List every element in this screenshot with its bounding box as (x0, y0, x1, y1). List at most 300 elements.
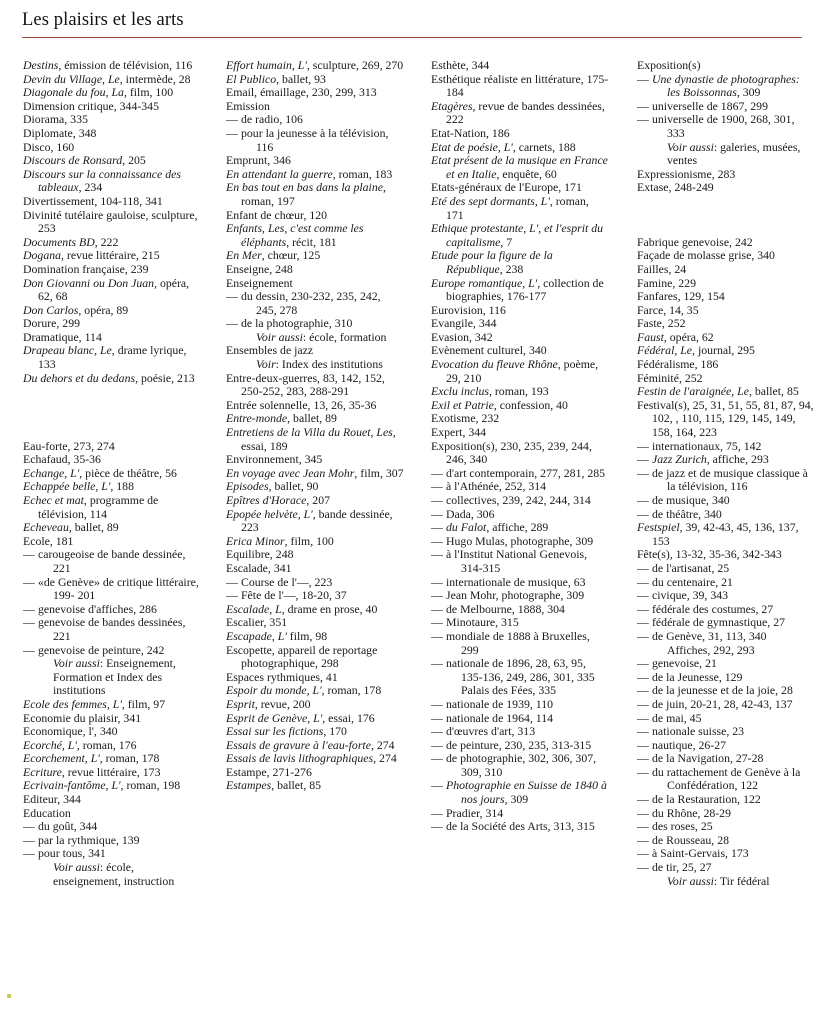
index-entry (226, 168, 404, 182)
entry-heading: Erica Minor (226, 533, 285, 548)
entry-heading: Enfant de chœur, 120 (226, 207, 328, 222)
entry-heading: Etude pour la figure de la République (431, 248, 553, 276)
index-entry (23, 236, 201, 250)
entry-locator: : Enseignement, Formation et Index des institutions (53, 656, 176, 698)
entry-locator: , 234 (78, 180, 103, 195)
index-entry (431, 127, 609, 141)
index-entry (431, 440, 609, 467)
entry-heading: En bas tout en bas dans la plaine (226, 180, 383, 195)
entry-heading: Etat-Nation, 186 (431, 125, 510, 140)
entry-locator: , roman, 197 (241, 180, 386, 208)
entry-locator: , 309 (736, 85, 761, 100)
entry-locator: , 7 (500, 234, 513, 249)
entry-dash: — (637, 669, 649, 684)
entry-dash: — (637, 724, 649, 739)
entry-heading: El Publico (226, 71, 277, 86)
entry-heading: Enfants, Les, c'est comme les éléphants (226, 221, 364, 249)
entry-dash: — (637, 628, 649, 643)
entry-heading: Esthétique réaliste en littérature, 175-184 (431, 71, 609, 100)
index-entry (23, 725, 201, 739)
entry-dash: — (431, 506, 443, 521)
entry-heading: Echeveau (23, 520, 69, 535)
index-entry (23, 440, 201, 454)
entry-heading: Entretiens de la Villa du Rouet, Les (226, 425, 393, 440)
index-subentry (226, 317, 404, 331)
index-column-1 (23, 59, 201, 888)
entry-heading: Environnement, 345 (226, 452, 323, 467)
entry-heading: Dimension critique, 344-345 (23, 98, 159, 113)
entry-heading: Discours sur la connaissance des tableaux (23, 166, 181, 195)
entry-heading: Escalade, L (226, 601, 282, 616)
entry-heading: Fête de l'—, 18-20, 37 (241, 588, 347, 603)
entry-heading: Exclu inclus (431, 384, 489, 399)
index-subentry (637, 141, 815, 168)
index-subentry (23, 548, 201, 575)
entry-heading: Economie du plaisir, 341 (23, 710, 142, 725)
entry-locator: , film, 307 (354, 465, 404, 480)
index-entry (637, 385, 815, 399)
index-entry (431, 399, 609, 413)
entry-heading: pour la jeunesse à la télévision, 116 (241, 125, 389, 154)
entry-dash: — (637, 792, 649, 807)
entry-dash: — (637, 112, 649, 127)
index-subentry (431, 480, 609, 494)
entry-heading: Photographie en Suisse de 1840 à nos jours (446, 778, 607, 807)
entry-locator: , 207 (306, 493, 330, 507)
entry-heading: Pradier, 314 (446, 805, 504, 820)
index-entry (226, 399, 404, 413)
index-entry (226, 480, 404, 494)
entry-locator: , poème, 29, 210 (446, 357, 599, 385)
entry-heading: de juin, 20-21, 28, 42-43, 137 (652, 696, 793, 711)
entry-heading: internationaux, 75, 142 (652, 438, 762, 453)
index-subentry (637, 630, 815, 644)
entry-heading: Esprit (226, 696, 255, 711)
entry-heading: Minotaure, 315 (446, 615, 519, 630)
entry-heading: Esprit de Genève, L' (226, 710, 323, 725)
entry-dash: — (637, 696, 649, 711)
entry-locator: , poésie, 213 (135, 370, 195, 385)
entry-heading: de jazz et de musique classique à la télévision, 116 (652, 465, 808, 494)
entry-heading: Farce, 14, 35 (637, 302, 699, 317)
index-subentry (637, 644, 815, 658)
index-entry (23, 263, 201, 277)
entry-heading: Essai sur les fictions (226, 724, 324, 739)
entry-dash: — (226, 588, 238, 603)
index-entry (226, 671, 404, 685)
entry-heading: Drapeau blanc, Le (23, 343, 112, 358)
index-subentry (637, 725, 815, 739)
index-entry (431, 59, 609, 73)
entry-dash: — (431, 805, 443, 820)
entry-heading: Affiches, 292, 293 (667, 642, 755, 657)
index-entry (226, 508, 404, 535)
index-entry (431, 412, 609, 426)
entry-heading: de la Navigation, 27-28 (652, 751, 764, 766)
index-subentry (226, 290, 404, 317)
index-subentry (431, 521, 609, 535)
entry-heading: Divinité tutélaire gauloise, sculpture, 253 (23, 207, 198, 236)
entry-locator: , récit, 181 (286, 234, 337, 249)
entry-heading: En voyage avec Jean Mohr (226, 465, 355, 480)
entry-heading: Ensembles de jazz (226, 343, 314, 358)
entry-heading: du dessin, 230-232, 235, 242, 245, 278 (241, 289, 381, 317)
entry-dash: — (637, 506, 649, 521)
index-entry (23, 453, 201, 467)
entry-heading: Echange, L' (23, 465, 80, 480)
entry-heading: Dada, 306 (446, 506, 495, 521)
index-subentry (637, 562, 815, 576)
entry-heading: Voir aussi (667, 139, 714, 154)
entry-heading: Domination française, 239 (23, 261, 149, 276)
entry-heading: Fanfares, 129, 154 (637, 289, 725, 304)
index-subentry (23, 644, 201, 658)
entry-locator: , film, 100 (123, 85, 174, 100)
entry-heading: Famine, 229 (637, 275, 696, 290)
index-subentry (637, 440, 815, 454)
entry-heading: Escapade, L' (226, 628, 287, 643)
entry-heading: à Saint-Gervais, 173 (652, 846, 749, 861)
entry-heading: de la photographie, 310 (241, 316, 353, 331)
entry-locator: , émission de télévision, 116 (58, 58, 193, 72)
entry-dash: — (637, 71, 649, 86)
entry-heading: collectives, 239, 242, 244, 314 (446, 493, 591, 507)
entry-heading: Europe romantique, L' (431, 275, 538, 290)
index-entry (431, 100, 609, 127)
entry-heading: Voir aussi (256, 329, 303, 344)
index-entry (23, 249, 201, 263)
index-entry (226, 739, 404, 753)
index-subentry (431, 807, 609, 821)
index-subentry (431, 820, 609, 834)
entry-heading: Estampes (226, 778, 272, 793)
index-subentry (637, 875, 815, 889)
index-subentry (637, 834, 815, 848)
index-entry (431, 195, 609, 222)
index-column-2 (226, 59, 404, 793)
entry-dash: — (23, 615, 35, 630)
entry-locator: , essai, 189 (241, 425, 396, 453)
entry-locator: , programme de télévision, 114 (38, 493, 159, 521)
entry-dash: — (431, 588, 443, 603)
entry-heading: Epîtres d'Horace (226, 493, 307, 507)
entry-heading: de l'artisanat, 25 (652, 560, 730, 575)
entry-heading: du centenaire, 21 (652, 574, 733, 589)
index-subentry (637, 494, 815, 508)
entry-locator: , 274 (373, 751, 397, 766)
index-entry (637, 304, 815, 318)
entry-heading: Divertissement, 104-118, 341 (23, 193, 163, 208)
entry-heading: de tir, 25, 27 (652, 860, 712, 875)
entry-locator: , revue littéraire, 215 (61, 248, 160, 263)
index-entry (226, 100, 404, 114)
index-entry (226, 263, 404, 277)
index-entry (637, 399, 815, 440)
index-entry (226, 86, 404, 100)
index-subentry (431, 535, 609, 549)
entry-locator: , bande dessinée, 223 (241, 506, 393, 535)
index-entry (431, 304, 609, 318)
entry-heading: Eau-forte, 273, 274 (23, 438, 115, 453)
entry-heading: à l'Institut National Genevois, 314-315 (446, 547, 588, 575)
index-entry (637, 59, 815, 73)
entry-heading: Episodes (226, 479, 269, 494)
index-entry (226, 725, 404, 739)
entry-dash: — (431, 628, 443, 643)
entry-locator: , 238 (499, 261, 524, 276)
index-subentry (637, 766, 815, 793)
index-entry (226, 73, 404, 87)
index-entry (23, 807, 201, 821)
index-entry (23, 698, 201, 712)
entry-dash: — (23, 601, 35, 616)
index-entry (23, 141, 201, 155)
index-entry (23, 277, 201, 304)
entry-heading: Entre-monde (226, 411, 288, 426)
index-subentry (226, 576, 404, 590)
index-entry (637, 317, 815, 331)
entry-heading: Expressionisme, 283 (637, 166, 736, 181)
entry-locator: , collection de biographies, 176-177 (446, 275, 604, 304)
entry-heading: d'œuvres d'art, 313 (446, 724, 536, 739)
entry-dash: — (637, 574, 649, 589)
entry-locator: , film, 97 (121, 696, 166, 711)
entry-heading: Economique, l', 340 (23, 724, 118, 739)
index-entry (23, 127, 201, 141)
index-subentry (637, 807, 815, 821)
entry-dash: — (637, 846, 649, 861)
entry-heading: Dramatique, 114 (23, 329, 102, 344)
index-entry (226, 59, 404, 73)
index-subentry (431, 630, 609, 657)
index-subentry (637, 793, 815, 807)
entry-dash: — (431, 533, 443, 548)
entry-dash: — (637, 465, 649, 480)
entry-locator: , revue littéraire, 173 (61, 764, 161, 779)
index-entry (431, 426, 609, 440)
entry-heading: En Mer (226, 248, 262, 263)
entry-heading: Echec et mat (23, 493, 84, 508)
entry-heading: Palais des Fées, 335 (461, 683, 557, 698)
index-entry (226, 779, 404, 793)
entry-dash: — (431, 601, 443, 616)
entry-locator: : Tir fédéral (713, 873, 770, 888)
entry-heading: Don Giovanni ou Don Juan (23, 275, 155, 290)
index-subentry (637, 820, 815, 834)
entry-locator: , chœur, 125 (261, 248, 321, 263)
index-entry (23, 73, 201, 87)
entry-heading: Fédéralisme, 186 (637, 357, 719, 372)
entry-dash: — (637, 588, 649, 603)
entry-locator: , 205 (122, 153, 146, 168)
index-entry (431, 181, 609, 195)
entry-heading: Espoir du monde, L' (226, 683, 322, 698)
index-entry (226, 181, 404, 208)
index-subentry (431, 603, 609, 617)
index-entry (226, 603, 404, 617)
entry-heading: Une dynastie de photographes: les Boissonnas (652, 71, 800, 100)
entry-locator: , pièce de théâtre, 56 (79, 465, 177, 480)
index-entry (23, 317, 201, 331)
index-column-4 (637, 59, 815, 888)
index-entry (431, 222, 609, 249)
entry-heading: Festspiel (637, 520, 680, 535)
index-entry (226, 277, 404, 291)
entry-dash: — (637, 683, 649, 698)
entry-heading: de musique, 340 (652, 493, 730, 508)
entry-heading: de la Restauration, 122 (652, 792, 761, 807)
index-entry (637, 236, 815, 250)
entry-dash: — (431, 520, 443, 535)
entry-heading: de la Jeunesse, 129 (652, 669, 743, 684)
index-entry (431, 277, 609, 304)
entry-heading: Equilibre, 248 (226, 547, 294, 562)
entry-locator: , 309 (504, 792, 529, 807)
entry-locator: , ballet, 93 (276, 71, 326, 86)
index-subentry (637, 847, 815, 861)
entry-heading: fédérale de gymnastique, 27 (652, 615, 785, 630)
entry-dash: — (226, 112, 238, 127)
entry-heading: internationale de musique, 63 (446, 574, 586, 589)
entry-dash: — (637, 860, 649, 875)
index-subentry (23, 603, 201, 617)
index-entry (23, 195, 201, 209)
entry-dash: — (431, 724, 443, 739)
entry-heading: Espaces rythmiques, 41 (226, 669, 338, 684)
entry-heading: Exotisme, 232 (431, 411, 500, 426)
entry-locator: , roman, 171 (446, 193, 589, 222)
index-subentry (637, 616, 815, 630)
entry-heading: de Melbourne, 1888, 304 (446, 601, 565, 616)
index-entry (226, 752, 404, 766)
entry-locator: film, 98 (286, 628, 328, 643)
index-subentry (431, 616, 609, 630)
index-entry (637, 548, 815, 562)
stray-ink-mark (7, 994, 11, 998)
index-entry (23, 494, 201, 521)
entry-heading: de photographie, 302, 306, 307, 309, 310 (446, 751, 597, 779)
index-subentry (431, 508, 609, 522)
index-entry (637, 521, 815, 548)
entry-heading: Ecole, 181 (23, 533, 74, 548)
index-entry (637, 344, 815, 358)
entry-dash: — (431, 710, 443, 725)
entry-heading: Emission (226, 98, 270, 113)
entry-dash: — (226, 125, 238, 140)
entry-locator: , ballet, 89 (68, 520, 119, 535)
entry-heading: Hugo Mulas, photographe, 309 (446, 533, 594, 548)
entry-heading: Escalade, 341 (226, 560, 292, 575)
entry-dash: — (23, 846, 35, 861)
entry-heading: Façade de molasse grise, 340 (637, 248, 775, 263)
index-entry (226, 616, 404, 630)
entry-heading: Etat présent de la musique en France et en Italie (431, 153, 608, 181)
entry-heading: Etats-généraux de l'Europe, 171 (431, 180, 582, 195)
entry-heading: Exposition(s), 230, 235, 239, 244, 246, 340 (431, 438, 592, 467)
index-entry (23, 154, 201, 168)
entry-heading: du rattachement de Genève à la Confédération, 122 (652, 764, 801, 793)
entry-heading: Jazz Zurich (652, 452, 707, 467)
entry-heading: fédérale des costumes, 27 (652, 601, 774, 616)
entry-dash: — (637, 710, 649, 725)
entry-dash: — (431, 479, 443, 494)
index-entry (637, 168, 815, 182)
entry-heading: Enseigne, 248 (226, 261, 293, 276)
entry-heading: Evasion, 342 (431, 329, 493, 344)
entry-heading: universelle de 1900, 268, 301, 333 (652, 112, 795, 140)
entry-heading: Fabrique genevoise, 242 (637, 234, 753, 249)
entry-heading: Entre-deux-guerres, 83, 142, 152, 250-252, 283, 288-291 (226, 370, 385, 399)
entry-heading: Discours de Ronsard (23, 153, 123, 168)
entry-heading: Faste, 252 (637, 316, 686, 331)
entry-heading: En attendant la guerre (226, 166, 333, 181)
index-entry (23, 766, 201, 780)
index-subentry (23, 861, 201, 888)
entry-heading: Fédéral, Le (637, 343, 693, 358)
index-entry (226, 548, 404, 562)
entry-dash: — (431, 778, 443, 793)
index-subentry (637, 861, 815, 875)
index-subentry (637, 739, 815, 753)
index-entry (637, 181, 815, 195)
entry-heading: nationale de 1964, 114 (446, 710, 554, 725)
entry-locator: : école, formation (302, 329, 387, 344)
entry-heading: Evangile, 344 (431, 316, 497, 331)
entry-heading: Escalier, 351 (226, 615, 288, 630)
index-entry (23, 739, 201, 753)
entry-heading: Voir (256, 357, 276, 372)
entry-heading: Voir aussi (53, 656, 100, 671)
index-entry (23, 779, 201, 793)
entry-dash: — (637, 452, 649, 467)
index-subentry (637, 752, 815, 766)
entry-heading: Voir aussi (667, 873, 714, 888)
entry-dash: — (637, 764, 649, 779)
index-entry (637, 249, 815, 263)
page-header (22, 7, 802, 38)
entry-locator: : Index des institutions (275, 357, 383, 372)
index-subentry (431, 657, 609, 684)
entry-heading: Evocation du fleuve Rhône (431, 357, 558, 372)
index-entry (23, 467, 201, 481)
index-subentry (23, 657, 201, 698)
index-entry (226, 766, 404, 780)
index-subentry (431, 725, 609, 739)
entry-heading: du Falot (446, 520, 487, 535)
entry-heading: Evènement culturel, 340 (431, 343, 547, 358)
entry-dash: — (637, 832, 649, 847)
index-subentry (23, 616, 201, 643)
index-entry (226, 372, 404, 399)
entry-heading: Voir aussi (53, 860, 100, 875)
entry-heading: Ecrivain-fantôme, L' (23, 778, 121, 793)
index-entry (637, 290, 815, 304)
entry-heading: Exposition(s) (637, 58, 701, 72)
entry-locator: , opéra, 89 (78, 302, 129, 317)
index-subentry (431, 779, 609, 806)
index-entry (226, 209, 404, 223)
index-entry (637, 372, 815, 386)
entry-locator: , drame en prose, 40 (281, 601, 378, 616)
entry-heading: Du dehors et du dedans (23, 370, 136, 385)
entry-locator: , ballet, 85 (271, 778, 322, 793)
index-subentry (226, 589, 404, 603)
index-entry (226, 426, 404, 453)
index-subentry (637, 453, 815, 467)
entry-heading: Festival(s), 25, 31, 51, 55, 81, 87, 94, 102, , 110, 115, 129, 145, 149, 158, 164, 223 (637, 397, 814, 440)
index-subentry (637, 467, 815, 494)
entry-heading: mondiale de 1888 à Bruxelles, 299 (446, 628, 590, 657)
